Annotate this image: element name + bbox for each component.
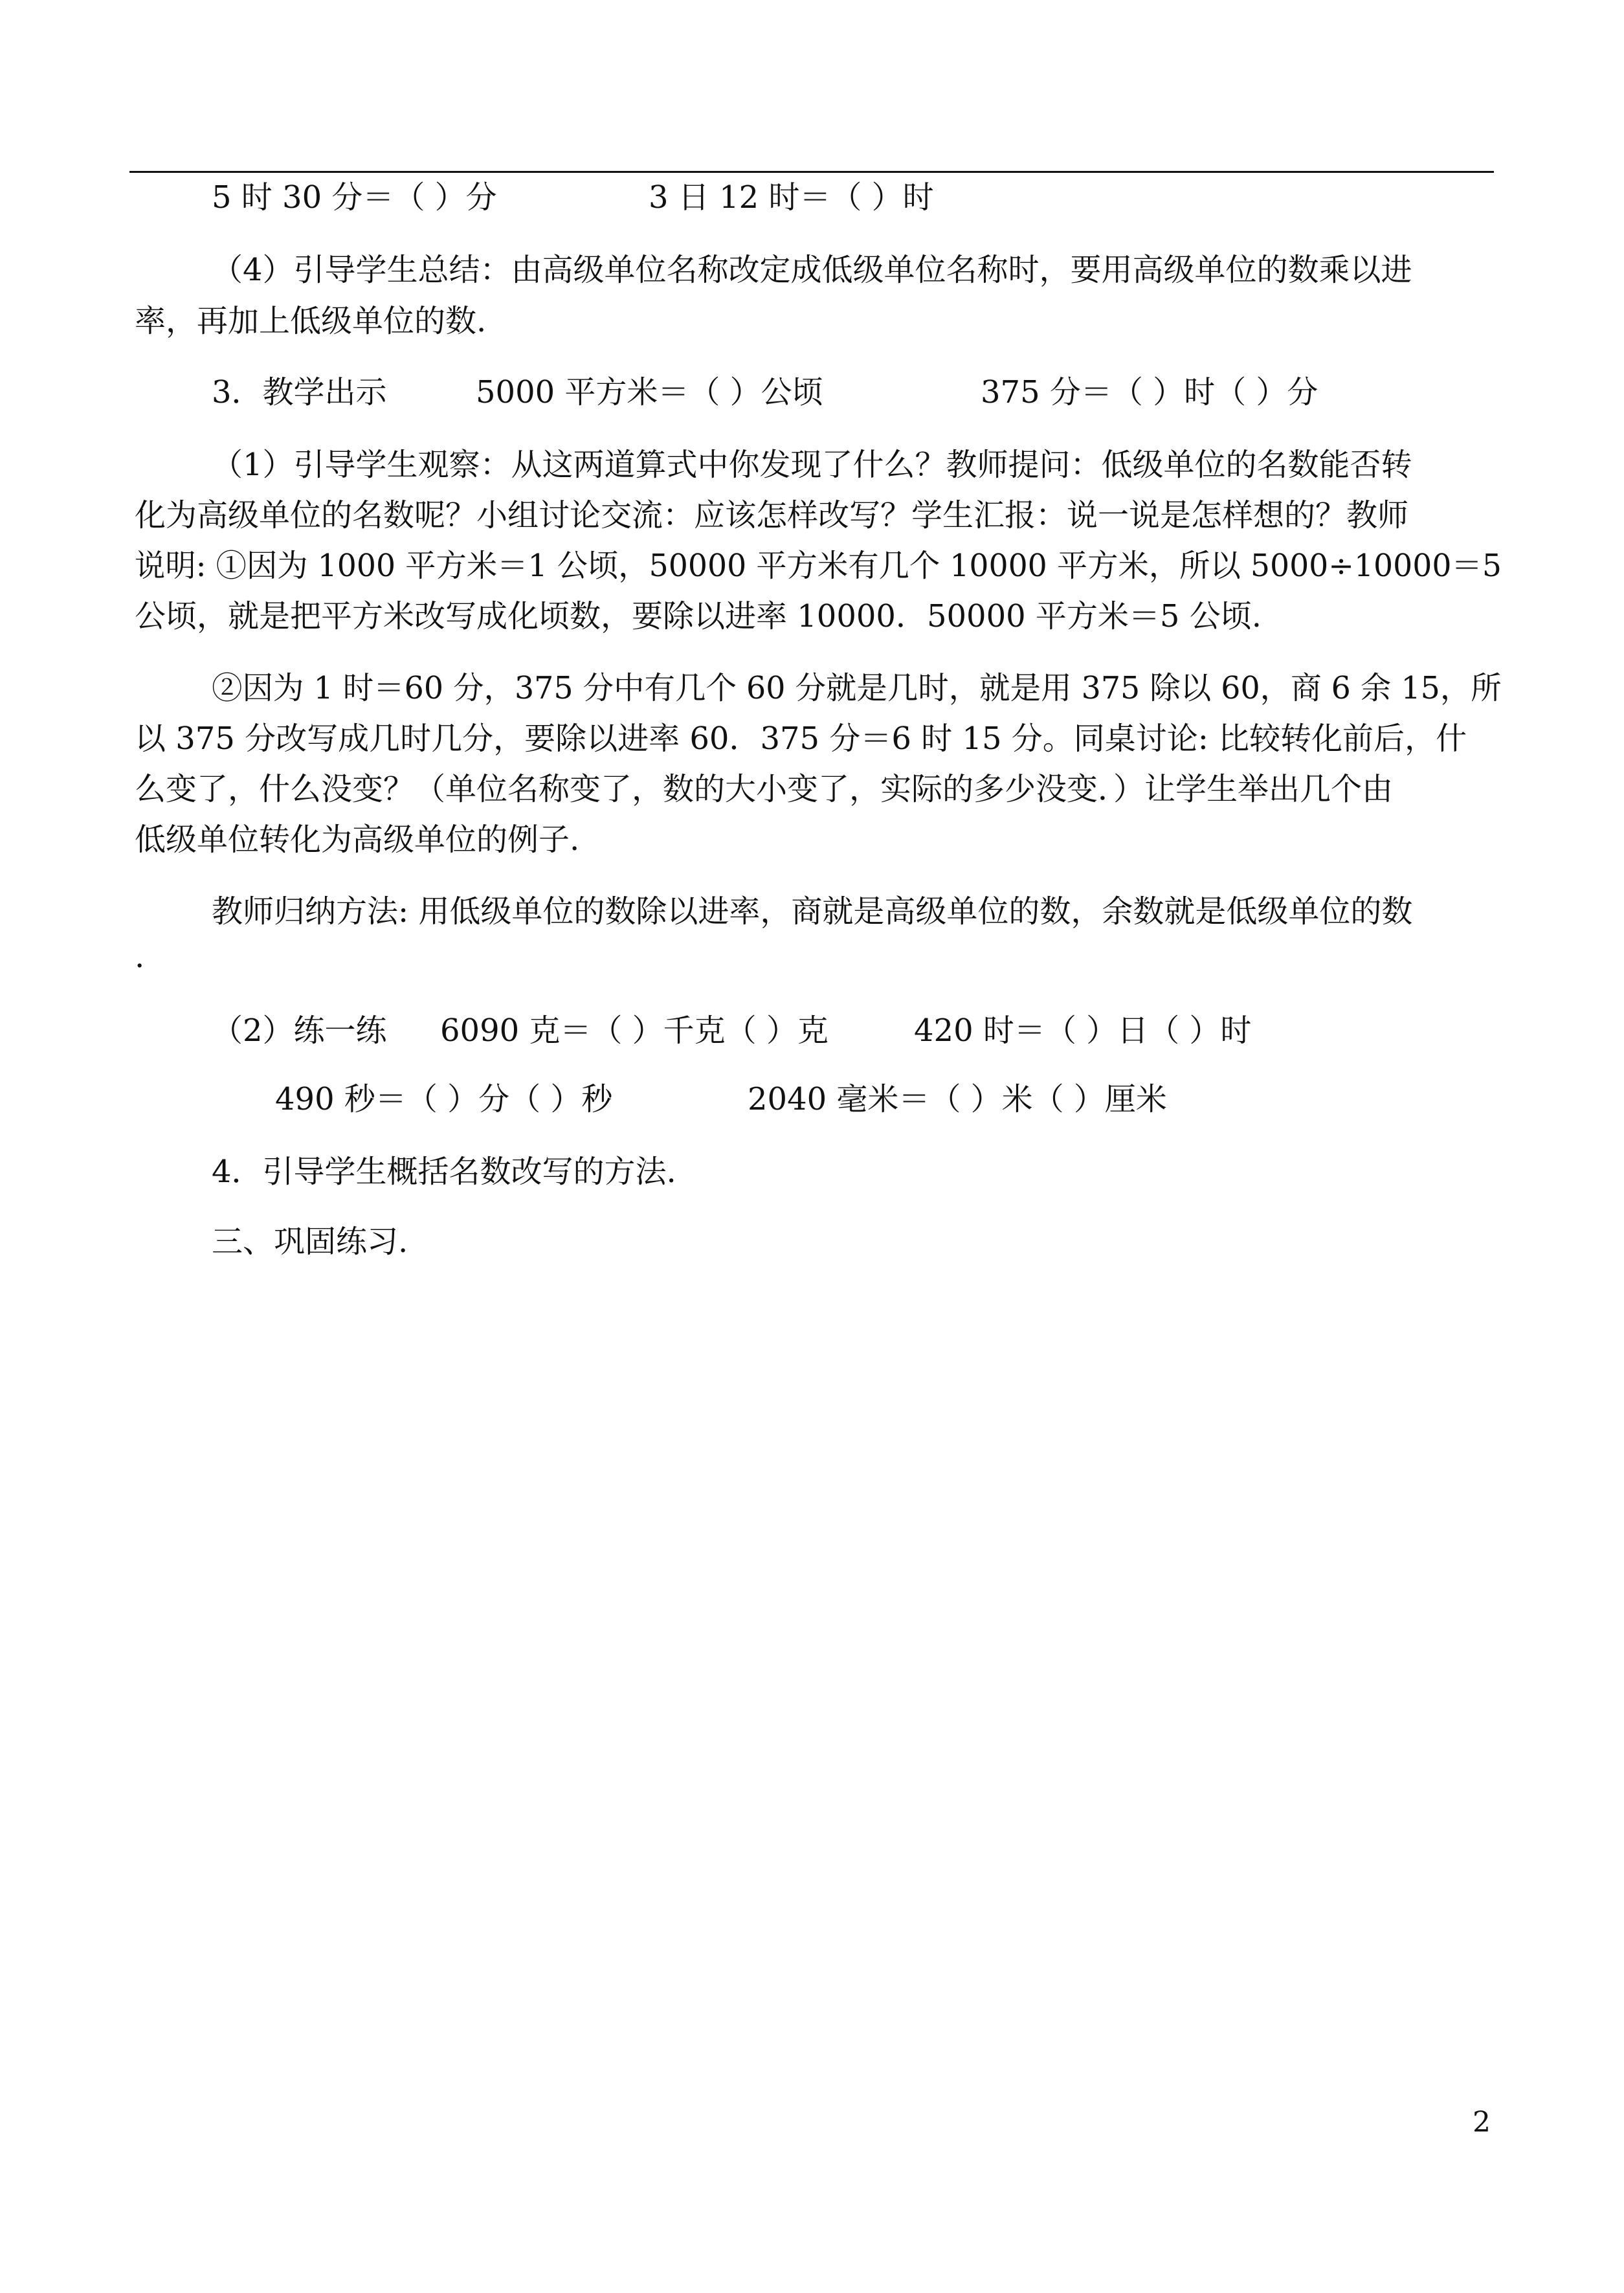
header-rule: [129, 171, 1494, 173]
exercise-line: 3 日 12 时＝（ ）时: [649, 179, 934, 216]
exercise-line: 375 分＝（ ）时（ ）分: [981, 374, 1318, 410]
paragraph-line: 率，再加上低级单位的数.: [135, 303, 487, 339]
paragraph-line: 以 375 分改写成几时几分，要除以进率 60．375 分＝6 时 15 分。同桌讨论: 比较转化前后，什: [135, 721, 1467, 757]
paragraph-line: （1）引导学生观察：从这两道算式中你发现了什么？教师提问：低级单位的名数能否转: [212, 447, 1412, 483]
exercise-line: 2040 毫米＝（ ）米（ ）厘米: [748, 1081, 1167, 1117]
section-heading: 3．教学出示: [212, 374, 387, 410]
paragraph-line: 说明: ①因为 1000 平方米＝1 公顷，50000 平方米有几个 10000 平方米，所以 5000÷10000＝5: [135, 548, 1502, 584]
paragraph-line: （4）引导学生总结：由高级单位名称改定成低级单位名称时，要用高级单位的数乘以进: [212, 252, 1412, 288]
section-heading: 4．引导学生概括名数改写的方法.: [212, 1154, 676, 1190]
exercise-line: 5000 平方米＝（ ）公顷: [476, 374, 823, 410]
paragraph-line: 么变了，什么没变？（单位名称变了，数的大小变了，实际的多少没变．）让学生举出几个由: [135, 771, 1394, 807]
paragraph-line: 公顷，就是把平方米改写成化顷数，要除以进率 10000．50000 平方米＝5 公顷.: [135, 598, 1262, 634]
section-heading: 三、巩固练习.: [212, 1224, 408, 1260]
paragraph-line: ②因为 1 时＝60 分，375 分中有几个 60 分就是几时，就是用 375 除以 60，商 6 余 15，所: [212, 670, 1502, 706]
exercise-line: 5 时 30 分＝（ ）分: [212, 179, 497, 216]
exercise-line: 6090 克＝（ ）千克（ ）克: [440, 1012, 829, 1049]
page-number: 2: [1473, 2106, 1491, 2139]
practice-label: （2）练一练: [212, 1012, 387, 1049]
paragraph-line: 教师归纳方法: 用低级单位的数除以进率，商就是高级单位的数，余数就是低级单位的数: [212, 893, 1413, 930]
exercise-line: 490 秒＝（ ）分（ ）秒: [275, 1081, 613, 1117]
paragraph-line: .: [135, 939, 145, 975]
exercise-line: 420 时＝（ ）日（ ）时: [914, 1012, 1252, 1049]
paragraph-line: 低级单位转化为高级单位的例子.: [135, 822, 580, 858]
paragraph-line: 化为高级单位的名数呢？小组讨论交流：应该怎样改写？学生汇报：说一说是怎样想的？教师: [135, 497, 1409, 533]
